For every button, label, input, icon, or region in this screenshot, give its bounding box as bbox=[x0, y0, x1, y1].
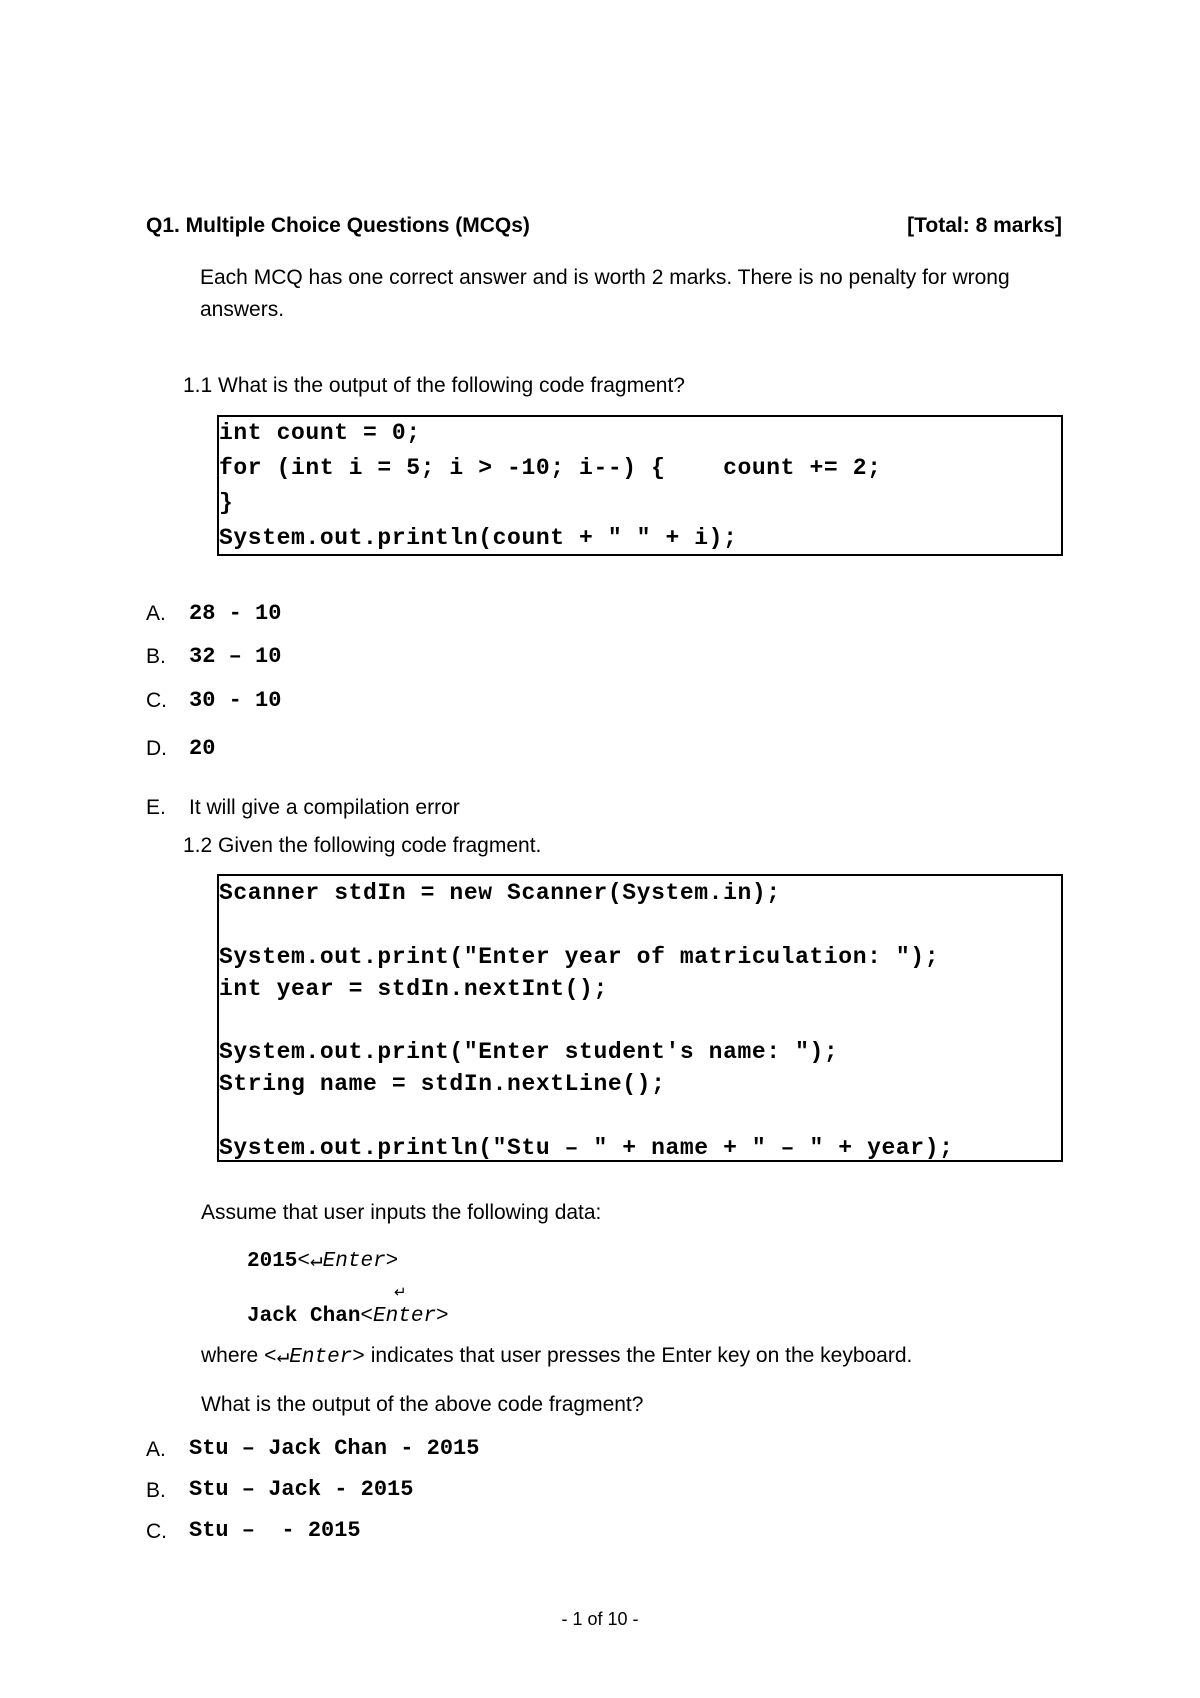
code-line: for (int i = 5; i > -10; i--) { count += 2; bbox=[219, 455, 882, 481]
code-line: } bbox=[219, 490, 234, 516]
page-number: - 1 of 10 - bbox=[561, 1609, 639, 1629]
input-line-1 bbox=[247, 1247, 398, 1273]
q1-1-prompt: 1.1 What is the output of the following code fragment? bbox=[183, 374, 685, 397]
where-suffix: indicates that user presses the Enter key on the keyboard. bbox=[364, 1344, 913, 1367]
option-letter: E. bbox=[146, 796, 166, 819]
option-letter: B. bbox=[146, 645, 166, 668]
where-note bbox=[201, 1343, 912, 1369]
option-letter: D. bbox=[146, 737, 167, 760]
code-line: System.out.println("Stu – " + name + " – " + year); bbox=[219, 1135, 954, 1161]
option-text: Stu – Jack Chan - 2015 bbox=[189, 1436, 480, 1461]
option-text: 28 - 10 bbox=[189, 601, 282, 626]
enter-key-open: < bbox=[360, 1305, 374, 1328]
option-text: 20 bbox=[189, 736, 216, 761]
enter-key-label: <↵Enter> bbox=[264, 1346, 365, 1369]
input-value: 2015 bbox=[247, 1250, 298, 1273]
where-prefix: where bbox=[201, 1344, 265, 1367]
option-text: 32 – 10 bbox=[189, 644, 282, 669]
question-total-marks: [Total: 8 marks] bbox=[907, 214, 1062, 237]
q1-2-prompt: 1.2 Given the following code fragment. bbox=[183, 834, 542, 857]
input-value: Jack Chan bbox=[247, 1305, 361, 1328]
code-line: System.out.print("Enter year of matriculation: "); bbox=[219, 944, 940, 970]
option-letter: C. bbox=[146, 689, 167, 712]
q1-2-code-block bbox=[217, 874, 1063, 1162]
enter-key-label: Enter> bbox=[373, 1305, 449, 1328]
enter-key-label: <↵Enter> bbox=[297, 1250, 399, 1273]
question-title: Q1. Multiple Choice Questions (MCQs) bbox=[146, 214, 530, 237]
code-line: Scanner stdIn = new Scanner(System.in); bbox=[219, 880, 781, 906]
q1-1-code-block bbox=[217, 415, 1063, 556]
option-letter: C. bbox=[146, 1520, 167, 1543]
option-letter: A. bbox=[146, 1438, 166, 1461]
code-line: System.out.println(count + " " + i); bbox=[219, 525, 738, 551]
question-instructions: Each MCQ has one correct answer and is worth 2 marks. There is no penalty for wrong answers. bbox=[200, 266, 1010, 321]
option-text: 30 - 10 bbox=[189, 688, 282, 713]
code-line: String name = stdIn.nextLine(); bbox=[219, 1071, 666, 1097]
return-arrow-icon: ↵ bbox=[394, 1284, 407, 1301]
output-question: What is the output of the above code fragment? bbox=[201, 1393, 644, 1416]
option-letter: A. bbox=[146, 602, 166, 625]
option-text: Stu – Jack - 2015 bbox=[189, 1477, 414, 1502]
code-line: System.out.print("Enter student's name: "); bbox=[219, 1039, 839, 1065]
option-text: Stu – - 2015 bbox=[189, 1518, 361, 1543]
code-line: int year = stdIn.nextInt(); bbox=[219, 976, 608, 1002]
option-letter: B. bbox=[146, 1479, 166, 1502]
code-line: int count = 0; bbox=[219, 420, 421, 446]
option-text: It will give a compilation error bbox=[189, 796, 460, 819]
input-line-2 bbox=[247, 1303, 449, 1328]
assume-text: Assume that user inputs the following data: bbox=[201, 1201, 602, 1224]
